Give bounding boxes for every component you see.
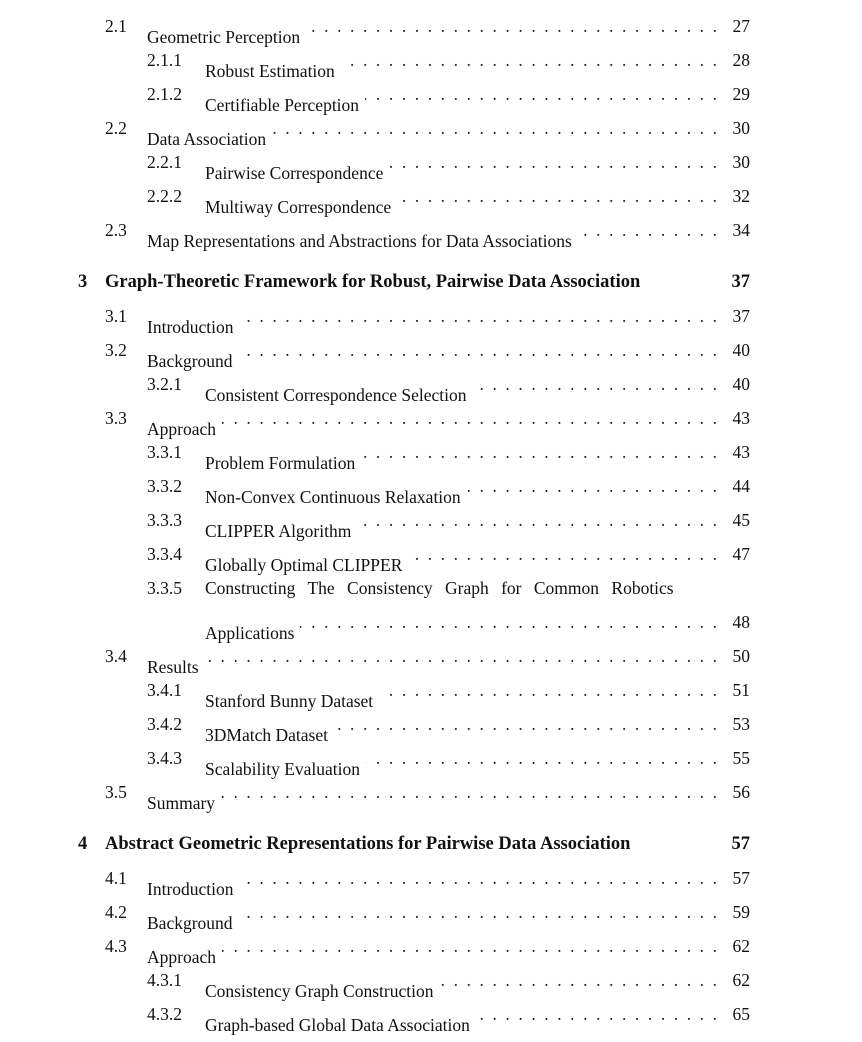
entry-page-number: 40 <box>732 374 750 394</box>
entry-title-line <box>205 571 717 605</box>
dot-leader <box>357 503 717 537</box>
entry-title-line <box>205 997 717 1042</box>
entry-number: 2.2.1 <box>147 152 182 172</box>
entry-title[interactable]: Abstract Geometric Representations for Pairwise Data Association <box>105 834 631 854</box>
dot-leader <box>408 537 717 571</box>
entry-title[interactable]: CLIPPER Algorithm <box>205 521 352 541</box>
toc-entry-subsection[interactable] <box>0 179 862 217</box>
toc-entry-section[interactable] <box>0 401 862 439</box>
toc-entry-subsection[interactable] <box>0 435 862 473</box>
dot-leader <box>221 775 717 809</box>
entry-page-number: 51 <box>732 680 750 700</box>
entry-title[interactable]: Consistent Correspondence Selection <box>205 385 467 405</box>
toc-entry-section[interactable] <box>0 639 862 677</box>
entry-page-number: 55 <box>732 748 750 768</box>
entry-number: 2.1 <box>105 16 127 36</box>
entry-title-line <box>147 775 717 820</box>
toc-entry-subsection[interactable] <box>0 503 862 541</box>
entry-number: 2.1.1 <box>147 50 182 70</box>
dot-leader <box>205 639 717 673</box>
entry-page-number: 48 <box>732 612 750 632</box>
entry-page-number: 34 <box>732 220 750 240</box>
entry-title[interactable]: 3DMatch Dataset <box>205 725 328 745</box>
toc-entry-section[interactable] <box>0 333 862 371</box>
toc-entry-section[interactable] <box>0 775 862 813</box>
entry-title[interactable]: Graph-Theoretic Framework for Robust, Pairwise Data Association <box>105 272 641 292</box>
entry-number: 4 <box>78 834 88 854</box>
entry-number: 3.3.5 <box>147 578 182 598</box>
entry-title[interactable]: Background <box>147 351 233 371</box>
entry-title[interactable]: Results <box>147 657 199 677</box>
toc-entry-subsection[interactable] <box>0 707 862 745</box>
toc-entry-section[interactable] <box>0 861 862 899</box>
dot-leader <box>272 111 717 145</box>
dot-leader <box>334 707 717 741</box>
entry-page-number: 57 <box>732 868 750 888</box>
dot-leader <box>389 145 717 179</box>
toc-entry-section[interactable] <box>0 929 862 967</box>
dot-leader <box>467 469 717 503</box>
entry-page-number: 65 <box>732 1004 750 1024</box>
entry-title[interactable]: Summary <box>147 793 216 813</box>
entry-title-line <box>105 827 750 861</box>
entry-page-number: 32 <box>732 186 750 206</box>
dot-leader <box>300 605 717 639</box>
dot-leader <box>240 299 717 333</box>
entry-title[interactable]: Graph-based Global Data Association <box>205 1015 470 1035</box>
entry-number: 3.3.2 <box>147 476 182 496</box>
entry-page-number: 28 <box>732 50 750 70</box>
dot-leader <box>397 179 717 213</box>
dot-leader <box>365 77 717 111</box>
dot-leader <box>306 9 717 43</box>
entry-number: 4.3 <box>105 936 127 956</box>
dot-leader <box>341 43 717 77</box>
entry-title[interactable]: Consistency Graph Construction <box>205 981 434 1001</box>
entry-number: 3.2 <box>105 340 127 360</box>
toc-entry-subsection[interactable] <box>0 43 862 81</box>
entry-title[interactable]: Map Representations and Abstractions for Data Associations <box>147 231 572 251</box>
toc-entry-subsection[interactable] <box>0 571 862 605</box>
toc-entry-subsection[interactable] <box>0 673 862 711</box>
dot-leader <box>578 213 717 247</box>
toc-entry-subsection[interactable] <box>0 963 862 1001</box>
dot-leader <box>240 861 717 895</box>
entry-page-number: 45 <box>732 510 750 530</box>
entry-number: 3.3.1 <box>147 442 182 462</box>
entry-number: 3.3.4 <box>147 544 182 564</box>
entry-title[interactable]: Constructing The Consistency Graph for Common Robotics <box>205 578 674 598</box>
entry-page-number: 56 <box>732 782 750 802</box>
entry-number: 3.1 <box>105 306 127 326</box>
entry-page-number: 37 <box>732 306 750 326</box>
entry-title-line <box>147 213 717 258</box>
entry-title[interactable]: Data Association <box>147 129 267 149</box>
entry-title[interactable]: Problem Formulation <box>205 453 356 473</box>
toc-entry-subsection[interactable] <box>0 741 862 779</box>
toc-entry-section[interactable] <box>0 111 862 149</box>
dot-leader <box>222 401 717 435</box>
entry-title-line <box>105 265 750 299</box>
entry-page-number: 30 <box>732 152 750 172</box>
entry-number: 2.2 <box>105 118 127 138</box>
toc-entry-section[interactable] <box>0 213 862 251</box>
entry-title[interactable]: Non-Convex Continuous Relaxation <box>205 487 461 507</box>
toc-entry-subsection[interactable] <box>0 469 862 507</box>
dot-leader <box>239 333 717 367</box>
entry-page-number: 62 <box>732 970 750 990</box>
entry-page-number: 57 <box>731 834 750 854</box>
dot-leader <box>222 929 717 963</box>
dot-leader <box>472 367 717 401</box>
toc-entry-chapter[interactable] <box>0 827 862 861</box>
entry-number: 3.4 <box>105 646 127 666</box>
toc-entry-subsection[interactable] <box>0 367 862 405</box>
entry-number: 3.4.1 <box>147 680 182 700</box>
entry-page-number: 47 <box>732 544 750 564</box>
toc-entry-subsection[interactable] <box>0 997 862 1035</box>
table-of-contents <box>0 9 862 1035</box>
entry-title[interactable]: Globally Optimal CLIPPER <box>205 555 403 575</box>
entry-number: 3.4.3 <box>147 748 182 768</box>
entry-page-number: 30 <box>732 118 750 138</box>
entry-title[interactable]: Background <box>147 913 233 933</box>
entry-title[interactable]: Introduction <box>147 317 234 337</box>
toc-entry-chapter[interactable] <box>0 265 862 299</box>
entry-title[interactable]: Robust Estimation <box>205 61 335 81</box>
entry-title[interactable]: Scalability Evaluation <box>205 759 361 779</box>
entry-title[interactable]: Pairwise Correspondence <box>205 163 384 183</box>
entry-title[interactable]: Introduction <box>147 879 234 899</box>
entry-number: 3.3 <box>105 408 127 428</box>
entry-page-number: 43 <box>732 442 750 462</box>
dot-leader <box>476 997 717 1031</box>
entry-title[interactable]: Geometric Perception <box>147 27 301 47</box>
entry-page-number: 59 <box>732 902 750 922</box>
entry-number: 2.3 <box>105 220 127 240</box>
entry-number: 3.4.2 <box>147 714 182 734</box>
entry-number: 4.2 <box>105 902 127 922</box>
entry-title[interactable]: Approach <box>147 419 217 439</box>
entry-number: 2.1.2 <box>147 84 182 104</box>
entry-title-continuation[interactable]: Applications <box>205 623 295 643</box>
entry-title[interactable]: Approach <box>147 947 217 967</box>
entry-page-number: 50 <box>732 646 750 666</box>
entry-number: 3 <box>78 272 88 292</box>
toc-entry-section[interactable] <box>0 895 862 933</box>
dot-leader <box>439 963 717 997</box>
entry-title[interactable]: Certifiable Perception <box>205 95 360 115</box>
entry-title[interactable]: Multiway Correspondence <box>205 197 392 217</box>
entry-page-number: 37 <box>731 272 750 292</box>
entry-page-number: 43 <box>732 408 750 428</box>
dot-leader <box>366 741 717 775</box>
toc-entry-section[interactable] <box>0 9 862 47</box>
entry-page-number: 40 <box>732 340 750 360</box>
entry-page-number: 53 <box>732 714 750 734</box>
dot-leader <box>239 895 717 929</box>
entry-number: 4.1 <box>105 868 127 888</box>
dot-leader <box>361 435 717 469</box>
toc-entry-subsection[interactable] <box>0 537 862 575</box>
entry-number: 2.2.2 <box>147 186 182 206</box>
entry-number: 3.2.1 <box>147 374 182 394</box>
entry-page-number: 27 <box>732 16 750 36</box>
entry-number: 4.3.1 <box>147 970 182 990</box>
entry-page-number: 44 <box>732 476 750 496</box>
toc-entry-section[interactable] <box>0 299 862 337</box>
toc-entry-continuation[interactable] <box>0 605 862 643</box>
entry-page-number: 29 <box>732 84 750 104</box>
entry-number: 4.3.2 <box>147 1004 182 1024</box>
toc-entry-subsection[interactable] <box>0 145 862 183</box>
entry-number: 3.5 <box>105 782 127 802</box>
entry-title[interactable]: Stanford Bunny Dataset <box>205 691 374 711</box>
entry-page-number: 62 <box>732 936 750 956</box>
entry-number: 3.3.3 <box>147 510 182 530</box>
dot-leader <box>379 673 717 707</box>
toc-entry-subsection[interactable] <box>0 77 862 115</box>
